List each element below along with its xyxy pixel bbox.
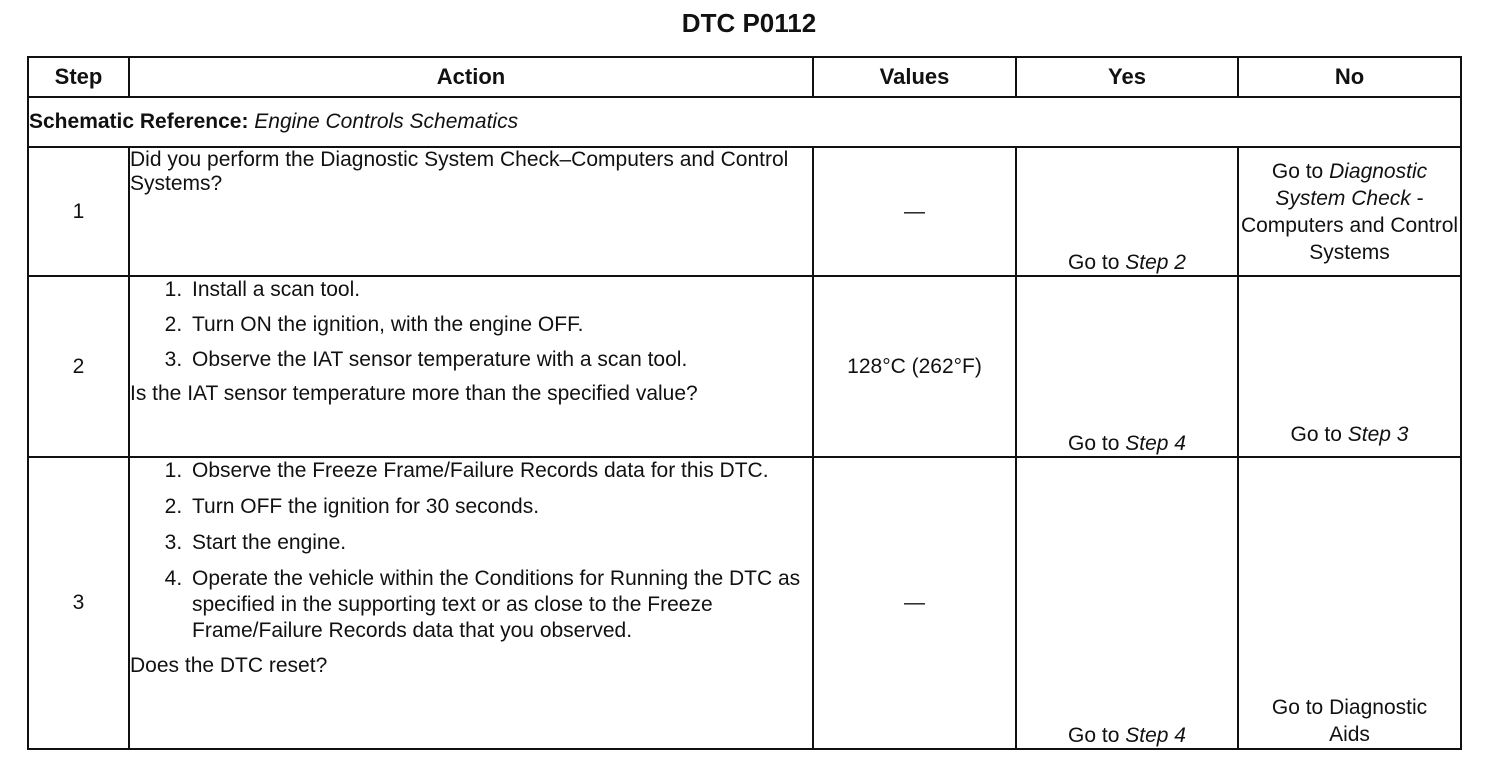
step-number: 2 (28, 276, 129, 457)
instruction-item: 1. Install a scan tool. (188, 277, 812, 303)
header-no: No (1238, 57, 1461, 97)
no-prefix: Go to (1290, 423, 1348, 446)
yes-link[interactable]: Step 4 (1125, 432, 1186, 455)
action-cell (129, 147, 813, 276)
dtc-table (27, 56, 1462, 750)
action-cell (129, 276, 813, 457)
table-row (28, 147, 1461, 276)
yes-link[interactable]: Step 2 (1125, 251, 1186, 274)
table-row (28, 276, 1461, 457)
instruction-item: 3. Start the engine. (188, 530, 812, 556)
no-prefix: Go to (1271, 160, 1330, 183)
instruction-item: 4. Operate the vehicle within the Conditions for Running the DTC as specified in the supporting text or as close to the Freeze Frame/Failure Records data that you observed. (188, 566, 812, 644)
yes-link[interactable]: Step 4 (1125, 724, 1186, 747)
header-row (28, 57, 1461, 97)
no-link[interactable]: Step 3 (1347, 423, 1409, 446)
schematic-link[interactable]: Engine Controls Schematics (254, 110, 519, 133)
step-number: 3 (28, 457, 129, 749)
step-number: 1 (28, 147, 129, 276)
value-cell: 128°C (262°F) (813, 276, 1016, 457)
value-cell: — (813, 147, 1016, 276)
step-question: Did you perform the Diagnostic System Check–Computers and Control Systems? (130, 148, 789, 195)
yes-cell (1016, 147, 1238, 276)
yes-prefix: Go to (1068, 432, 1126, 455)
schematic-row (28, 97, 1461, 147)
header-values: Values (813, 57, 1016, 97)
no-link[interactable]: Go to Diagnostic Aids (1271, 696, 1428, 746)
step-question: Does the DTC reset? (130, 654, 328, 677)
yes-prefix: Go to (1068, 251, 1126, 274)
instruction-item: 3. Observe the IAT sensor temperature with a scan tool. (188, 347, 812, 373)
value-cell: — (813, 457, 1016, 749)
document-title: DTC P0112 (681, 8, 817, 38)
table-row (28, 457, 1461, 749)
no-cell (1238, 147, 1461, 276)
no-cell (1238, 457, 1461, 749)
instruction-item: 1. Observe the Freeze Frame/Failure Records data for this DTC. (188, 458, 812, 484)
schematic-label: Schematic Reference: (29, 110, 249, 133)
header-yes: Yes (1016, 57, 1238, 97)
instruction-item: 2. Turn ON the ignition, with the engine OFF. (188, 312, 812, 338)
instruction-list (130, 458, 812, 644)
instruction-list (130, 277, 812, 373)
action-cell (129, 457, 813, 749)
header-step: Step (28, 57, 129, 97)
yes-cell (1016, 457, 1238, 749)
instruction-item: 2. Turn OFF the ignition for 30 seconds. (188, 494, 812, 520)
no-link[interactable]: Diagnostic System Check (1275, 160, 1428, 210)
step-question: Is the IAT sensor temperature more than the specified value? (130, 382, 698, 405)
header-action: Action (129, 57, 813, 97)
yes-cell (1016, 276, 1238, 457)
yes-prefix: Go to (1068, 724, 1126, 747)
no-cell (1238, 276, 1461, 457)
schematic-reference (28, 97, 1461, 147)
no-suffix: - Computers and Control Systems (1240, 187, 1459, 264)
